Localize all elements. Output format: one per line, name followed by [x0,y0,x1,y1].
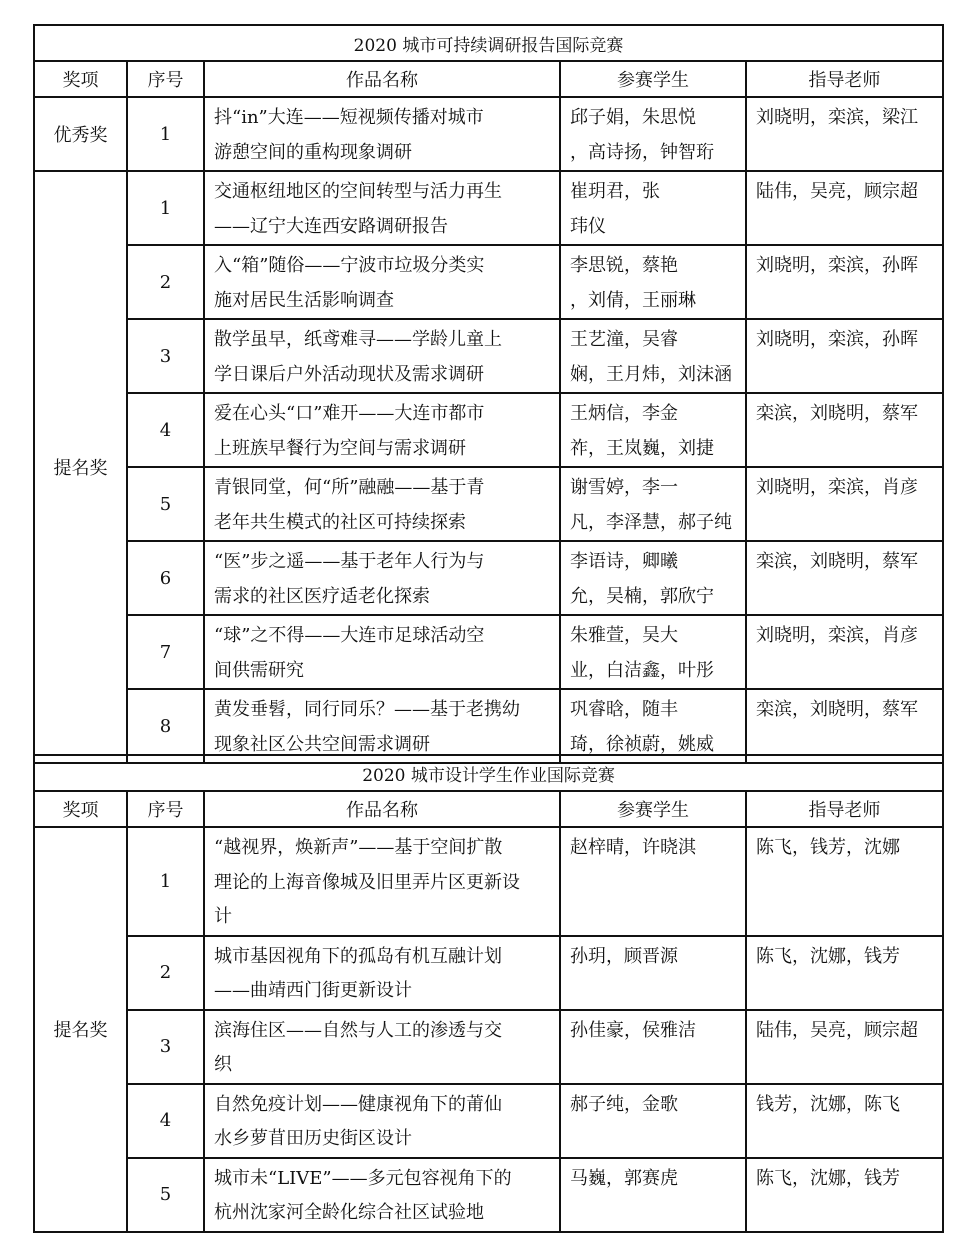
students-line: 崔玥君，张 [570,181,660,202]
students-line: 孙玥，顾晋源 [570,945,678,967]
advisors [746,541,943,615]
students-line: 巩睿晗，随丰 [570,699,678,720]
advisors [746,827,943,936]
work-title [204,171,560,245]
students-line: 李语诗，卿曦 [570,551,678,572]
work-title-line: 杭州沈家河全龄化综合社区试验地 [214,1202,484,1223]
advisors-line: 刘晓明，栾滨，孙晖 [756,329,918,350]
work-title [204,615,560,689]
row-number: 2 [127,936,204,1010]
header-advisors: 指导老师 [746,61,943,97]
table-row [34,1010,943,1084]
advisors-line: 栾滨，刘晓明，蔡军 [756,699,918,720]
students-line: 朱雅萱，吴大 [570,625,678,646]
students-line: 郝子纯，金歌 [570,1093,678,1115]
work-title [204,936,560,1010]
work-title-line: “球”之不得——大连市足球活动空 [214,625,485,646]
work-title-line: 水乡萝苜田历史街区设计 [214,1128,412,1149]
table-title: 2020 城市设计学生作业国际竞赛 [34,755,943,791]
header-work: 作品名称 [204,791,560,827]
advisors [746,1010,943,1084]
work-title-line: 上班族早餐行为空间与需求调研 [214,437,466,459]
work-title [204,1084,560,1158]
work-title [204,467,560,541]
students [560,689,746,763]
advisors-line: 陈飞，沈娜，钱芳 [756,1167,900,1189]
work-title-line: 青银同堂，何“所”融融——基于青 [214,477,485,498]
students-line: 赵梓晴，许晓淇 [570,837,696,858]
table-row [34,171,943,245]
work-title-line: ——曲靖西门街更新设计 [214,980,412,1001]
work-title [204,1010,560,1084]
work-title-line: 交通枢纽地区的空间转型与活力再生 [214,181,502,202]
work-title-line: 理论的上海音像城及旧里弄片区更新设 [214,871,520,893]
row-number: 6 [127,541,204,615]
work-title [204,319,560,393]
students-line: ，刘倩，王丽琳 [570,289,696,311]
work-title-line: 自然免疫计划——健康视角下的莆仙 [214,1093,502,1115]
work-title-line: 游憩空间的重构现象调研 [214,141,412,163]
advisors [746,615,943,689]
students-line: 邱子娟，朱思悦 [570,107,696,128]
table-row [34,689,943,763]
work-title-line: 抖“in”大连——短视频传播对城市 [214,107,484,128]
header-students: 参赛学生 [560,791,746,827]
students [560,1084,746,1158]
work-title-line: ——辽宁大连西安路调研报告 [214,215,448,237]
students [560,936,746,1010]
advisors-line: 陆伟，吴亮，顾宗超 [756,1019,918,1041]
table-title-row [34,25,943,61]
table-row [34,467,943,541]
students-line: 凡，李泽慧，郝子纯 [570,511,732,533]
students-line: 业，白洁鑫，叶彤 [570,659,714,681]
students [560,1010,746,1084]
work-title [204,689,560,763]
advisors-line: 刘晓明，栾滨，肖彦 [756,625,918,646]
work-title [204,97,560,171]
students-line: 祚，王岚巍，刘捷 [570,437,714,459]
table-row [34,319,943,393]
award-cell: 优秀奖 [34,97,127,171]
students [560,319,746,393]
students [560,171,746,245]
work-title [204,1158,560,1232]
row-number: 4 [127,393,204,467]
students [560,1158,746,1232]
advisors-line: 陆伟，吴亮，顾宗超 [756,181,918,202]
row-number: 2 [127,245,204,319]
students [560,97,746,171]
table-row [34,827,943,936]
work-title [204,393,560,467]
advisors-line: 刘晓明，栾滨，肖彦 [756,477,918,498]
advisors-line: 陈飞，钱芳，沈娜 [756,837,900,858]
header-award: 奖项 [34,61,127,97]
students-line: 王艺潼，吴睿 [570,329,678,350]
students [560,541,746,615]
header-award: 奖项 [34,791,127,827]
advisors [746,319,943,393]
students [560,245,746,319]
row-number: 3 [127,319,204,393]
row-number: 7 [127,615,204,689]
header-advisors: 指导老师 [746,791,943,827]
row-number: 1 [127,97,204,171]
table-sustainability-report [33,24,944,764]
header-num: 序号 [127,61,204,97]
work-title-line: 学日课后户外活动现状及需求调研 [214,363,484,385]
work-title-line: “越视界，焕新声”——基于空间扩散 [214,837,503,858]
row-number: 8 [127,689,204,763]
work-title-line: 城市未“LIVE”——多元包容视角下的 [214,1167,512,1189]
row-number: 1 [127,827,204,936]
advisors [746,1158,943,1232]
work-title [204,245,560,319]
header-row [34,61,943,97]
table-row [34,615,943,689]
work-title-line: 需求的社区医疗适老化探索 [214,585,430,607]
work-title-line: 现象社区公共空间需求调研 [214,733,430,755]
advisors [746,97,943,171]
students-line: 马巍，郭赛虎 [570,1167,678,1189]
students-line: 孙佳豪，侯雅洁 [570,1019,696,1041]
table-row [34,97,943,171]
work-title-line: 织 [214,1054,232,1075]
advisors-line: 刘晓明，栾滨，梁江 [756,107,918,128]
advisors [746,245,943,319]
header-work: 作品名称 [204,61,560,97]
row-number: 1 [127,171,204,245]
advisors [746,171,943,245]
row-number: 4 [127,1084,204,1158]
work-title [204,541,560,615]
advisors [746,936,943,1010]
students-line: ，高诗扬，钟智珩 [570,141,714,163]
award-cell: 提名奖 [34,171,127,763]
work-title-line: 入“箱”随俗——宁波市垃圾分类实 [214,255,485,276]
students-line: 李思锐，蔡艳 [570,255,678,276]
advisors-line: 栾滨，刘晓明，蔡军 [756,551,918,572]
advisors [746,393,943,467]
advisors-line: 陈飞，沈娜，钱芳 [756,945,900,967]
students [560,393,746,467]
table-title-row [34,755,943,791]
advisors-line: 刘晓明，栾滨，孙晖 [756,255,918,276]
table-title: 2020 城市可持续调研报告国际竞赛 [34,25,943,61]
work-title-line: 散学虽早，纸鸢难寻——学龄儿童上 [214,329,502,350]
work-title-line: 计 [214,906,232,927]
row-number: 5 [127,1158,204,1232]
work-title [204,827,560,936]
table-row [34,936,943,1010]
work-title-line: 施对居民生活影响调查 [214,289,394,311]
header-num: 序号 [127,791,204,827]
table-row [34,541,943,615]
advisors-line: 栾滨，刘晓明，蔡军 [756,403,918,424]
work-title-line: 黄发垂髫，同行同乐？——基于老携幼 [214,699,520,720]
table-row [34,1158,943,1232]
work-title-line: 间供需研究 [214,659,304,681]
students-line: 谢雪婷，李一 [570,477,678,498]
students [560,467,746,541]
advisors-line: 钱芳，沈娜，陈飞 [756,1093,900,1115]
table-row [34,245,943,319]
advisors [746,1084,943,1158]
work-title-line: 爱在心头“口”难开——大连市都市 [214,403,485,424]
students-line: 允，吴楠，郭欣宁 [570,585,714,607]
students-line: 玮仪 [570,215,606,237]
students [560,615,746,689]
award-cell: 提名奖 [34,827,127,1232]
students-line: 王炳信，李金 [570,403,678,424]
header-students: 参赛学生 [560,61,746,97]
work-title-line: 滨海住区——自然与人工的渗透与交 [214,1019,502,1041]
advisors [746,689,943,763]
header-row [34,791,943,827]
table-row [34,393,943,467]
students-line: 琦，徐祯蔚，姚威 [570,733,714,755]
work-title-line: “医”步之遥——基于老年人行为与 [214,551,485,572]
students-line: 娴，王月炜，刘沫涵 [570,363,732,385]
table-urban-design [33,754,944,1233]
table-row [34,1084,943,1158]
row-number: 5 [127,467,204,541]
advisors [746,467,943,541]
row-number: 3 [127,1010,204,1084]
students [560,827,746,936]
work-title-line: 城市基因视角下的孤岛有机互融计划 [214,945,502,967]
work-title-line: 老年共生模式的社区可持续探索 [214,511,466,533]
